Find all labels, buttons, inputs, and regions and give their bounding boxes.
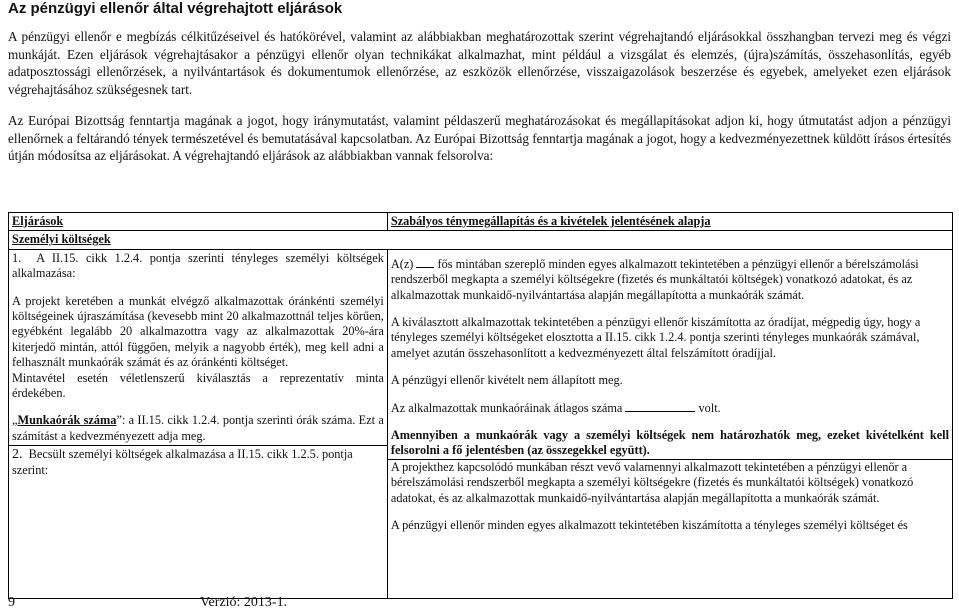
definition-text: ”: a II.15. cikk 1.2.4. pontja szerinti órák száma. Ezt a számítást a kedvezményezett adja meg. <box>12 413 384 443</box>
procedure-item-2-number: 2. <box>12 447 23 463</box>
finding-all-employees <box>388 459 952 506</box>
procedure-item-1-text: A II.15. cikk 1.2.4. pontja szerinti tényleges személyi költségek alkalmazása: <box>12 250 384 281</box>
average-hours-suffix: volt. <box>698 400 721 415</box>
procedure-item-1-intro <box>12 251 384 282</box>
sample-size-blank <box>416 257 434 268</box>
procedure-item-1-recalculation: A projekt keretében a munkát elvégző alkalmazottak óránkénti személyi költségeinek újraszámítása (kevesebb mint 20 alkalmazottnál teljes körűen, egyébként legalább 20 alkalmazottra vagy az alkalmazottak 20%-ára kiterjedő mintán, attól függően, melyik a nagyobb érték), meg kell adni a felhasznált munkaórák számát és az óránkénti költséget. <box>12 293 384 370</box>
procedure-item-1 <box>9 249 388 445</box>
procedure-item-1-number: 1. <box>12 250 22 265</box>
findings-cell <box>387 249 952 598</box>
commission-rights-paragraph: Az Európai Bizottság fenntartja magának a jogot, hogy iránymutatást, valamint példaszerű meghatározásokat és megállapításokat adjon ki, hogy útmutatást adjon a pénzügyi ellenőrnek a feltárandó tények természetével és bemutatásával kapcsolatban. Az Európai Bizottság fenntartja magának a jogot, hogy a kedvezményezettnek küldött írásos értesítés útján módosítsa az eljárásokat. A végrehajtandó eljárások az alábbiakban vannak felsorolva: <box>8 113 951 164</box>
personnel-costs-section-header: Személyi költségek <box>9 231 953 249</box>
procedures-table <box>8 204 953 599</box>
procedure-item-1-definition <box>12 413 384 444</box>
finding-average-hours <box>391 401 949 416</box>
finding-sample-prefix: A(z) <box>390 256 414 271</box>
table-row <box>9 249 953 445</box>
procedure-item-1-sampling: Mintavétel esetén véletlenszerű kiválasztás a reprezentatív minta érdekében. <box>12 370 384 401</box>
page-number: 9 <box>8 595 15 610</box>
intro-paragraph: A pénzügyi ellenőr e megbízás célkitűzéseivel és hatókörével, valamint az alábbiakban meghatározottak szerint végrehajtandó eljárásokkal összhangban tervezi meg és végzi munkáját. Ezen eljárások végrehajtásakor a pénzügyi ellenőr olyan technikákat alkalmazhat, mint például a vizsgálat és elemzés, (újra)számítás, összehasonlítás, egyéb adatposztossági ellenőrzések, a nyilvántartások és dokumentumok ellenőrzése, az eszközök ellenőrzése, visszaigazolások beszerzése és egyebek, amelyeket ezen eljárások végrehajtásához szükségesnek tart. <box>8 29 951 97</box>
definition-term: Munkaórák száma <box>17 413 117 428</box>
finding-no-exception: A pénzügyi ellenőr kivételt nem állapított meg. <box>390 373 623 388</box>
table-spacer-row <box>9 204 953 213</box>
finding-sample <box>391 257 949 303</box>
finding-hourly-rate: A kiválasztott alkalmazottak tekintetében a pénzügyi ellenőr kiszámította az óradíjat, mégpedig úgy, hogy a tényleges személyi költségeket elosztotta a II.15. cikk 1.2.4. pontja szerinti tényleges munkaórák számával, amelyet azután összehasonlított a kedvezményezett által felszámított óradíjjal. <box>390 315 921 360</box>
finding-exception-rule: Amennyiben a munkaórák vagy a személyi költségek nem határozhatók meg, ezeket kivételként kell felsorolni a fő jelentésben (az összegekkel együtt). <box>390 428 949 458</box>
procedure-item-2 <box>9 446 388 599</box>
average-hours-blank <box>625 401 695 412</box>
version-label: Verzió: 2013-1. <box>200 595 288 610</box>
section-row <box>9 231 953 249</box>
finding-actual-cost: A pénzügyi ellenőr minden egyes alkalmazott tekintetében kiszámította a tényleges személyi költséget és <box>390 518 908 533</box>
procedures-column-header: Eljárások <box>9 213 388 231</box>
page-title: Az pénzügyi ellenőr által végrehajtott eljárások <box>8 0 343 17</box>
average-hours-prefix: Az alkalmazottak munkaóráinak átlagos száma <box>390 400 623 415</box>
finding-sample-text: fős mintában szereplő minden egyes alkalmazott tekintetében a pénzügyi ellenőr a bérelszámolási rendszerből megkapta a személyi költségekre (fizetés és munkáltatói költségek) vonatkozó adatokat, és az alkalmazottak munkaidő-nyilvántartása alapján megállapította a munkaórák számát. <box>390 256 919 302</box>
finding-all-employees-text: A projekthez kapcsolódó munkában részt vevő valamennyi alkalmazott tekintetében a pénzügyi ellenőr a bérelszámolási rendszerből megkapta a személyi költségekre (fizetés és munkáltatói költségek) vonatkozó adatokat, és az alkalmazottak munkaidő-nyilvántartása alapján megállapította a munkaórák számát. <box>390 459 914 505</box>
quote-open: „ <box>12 413 18 428</box>
procedure-item-2-text: Becsült személyi költségek alkalmazása a II.15. cikk 1.2.5. pontja szerint: <box>12 447 353 477</box>
table-header-row <box>9 213 953 231</box>
findings-column-header: Szabályos ténymegállapítás és a kivételek jelentésének alapja <box>387 213 952 231</box>
